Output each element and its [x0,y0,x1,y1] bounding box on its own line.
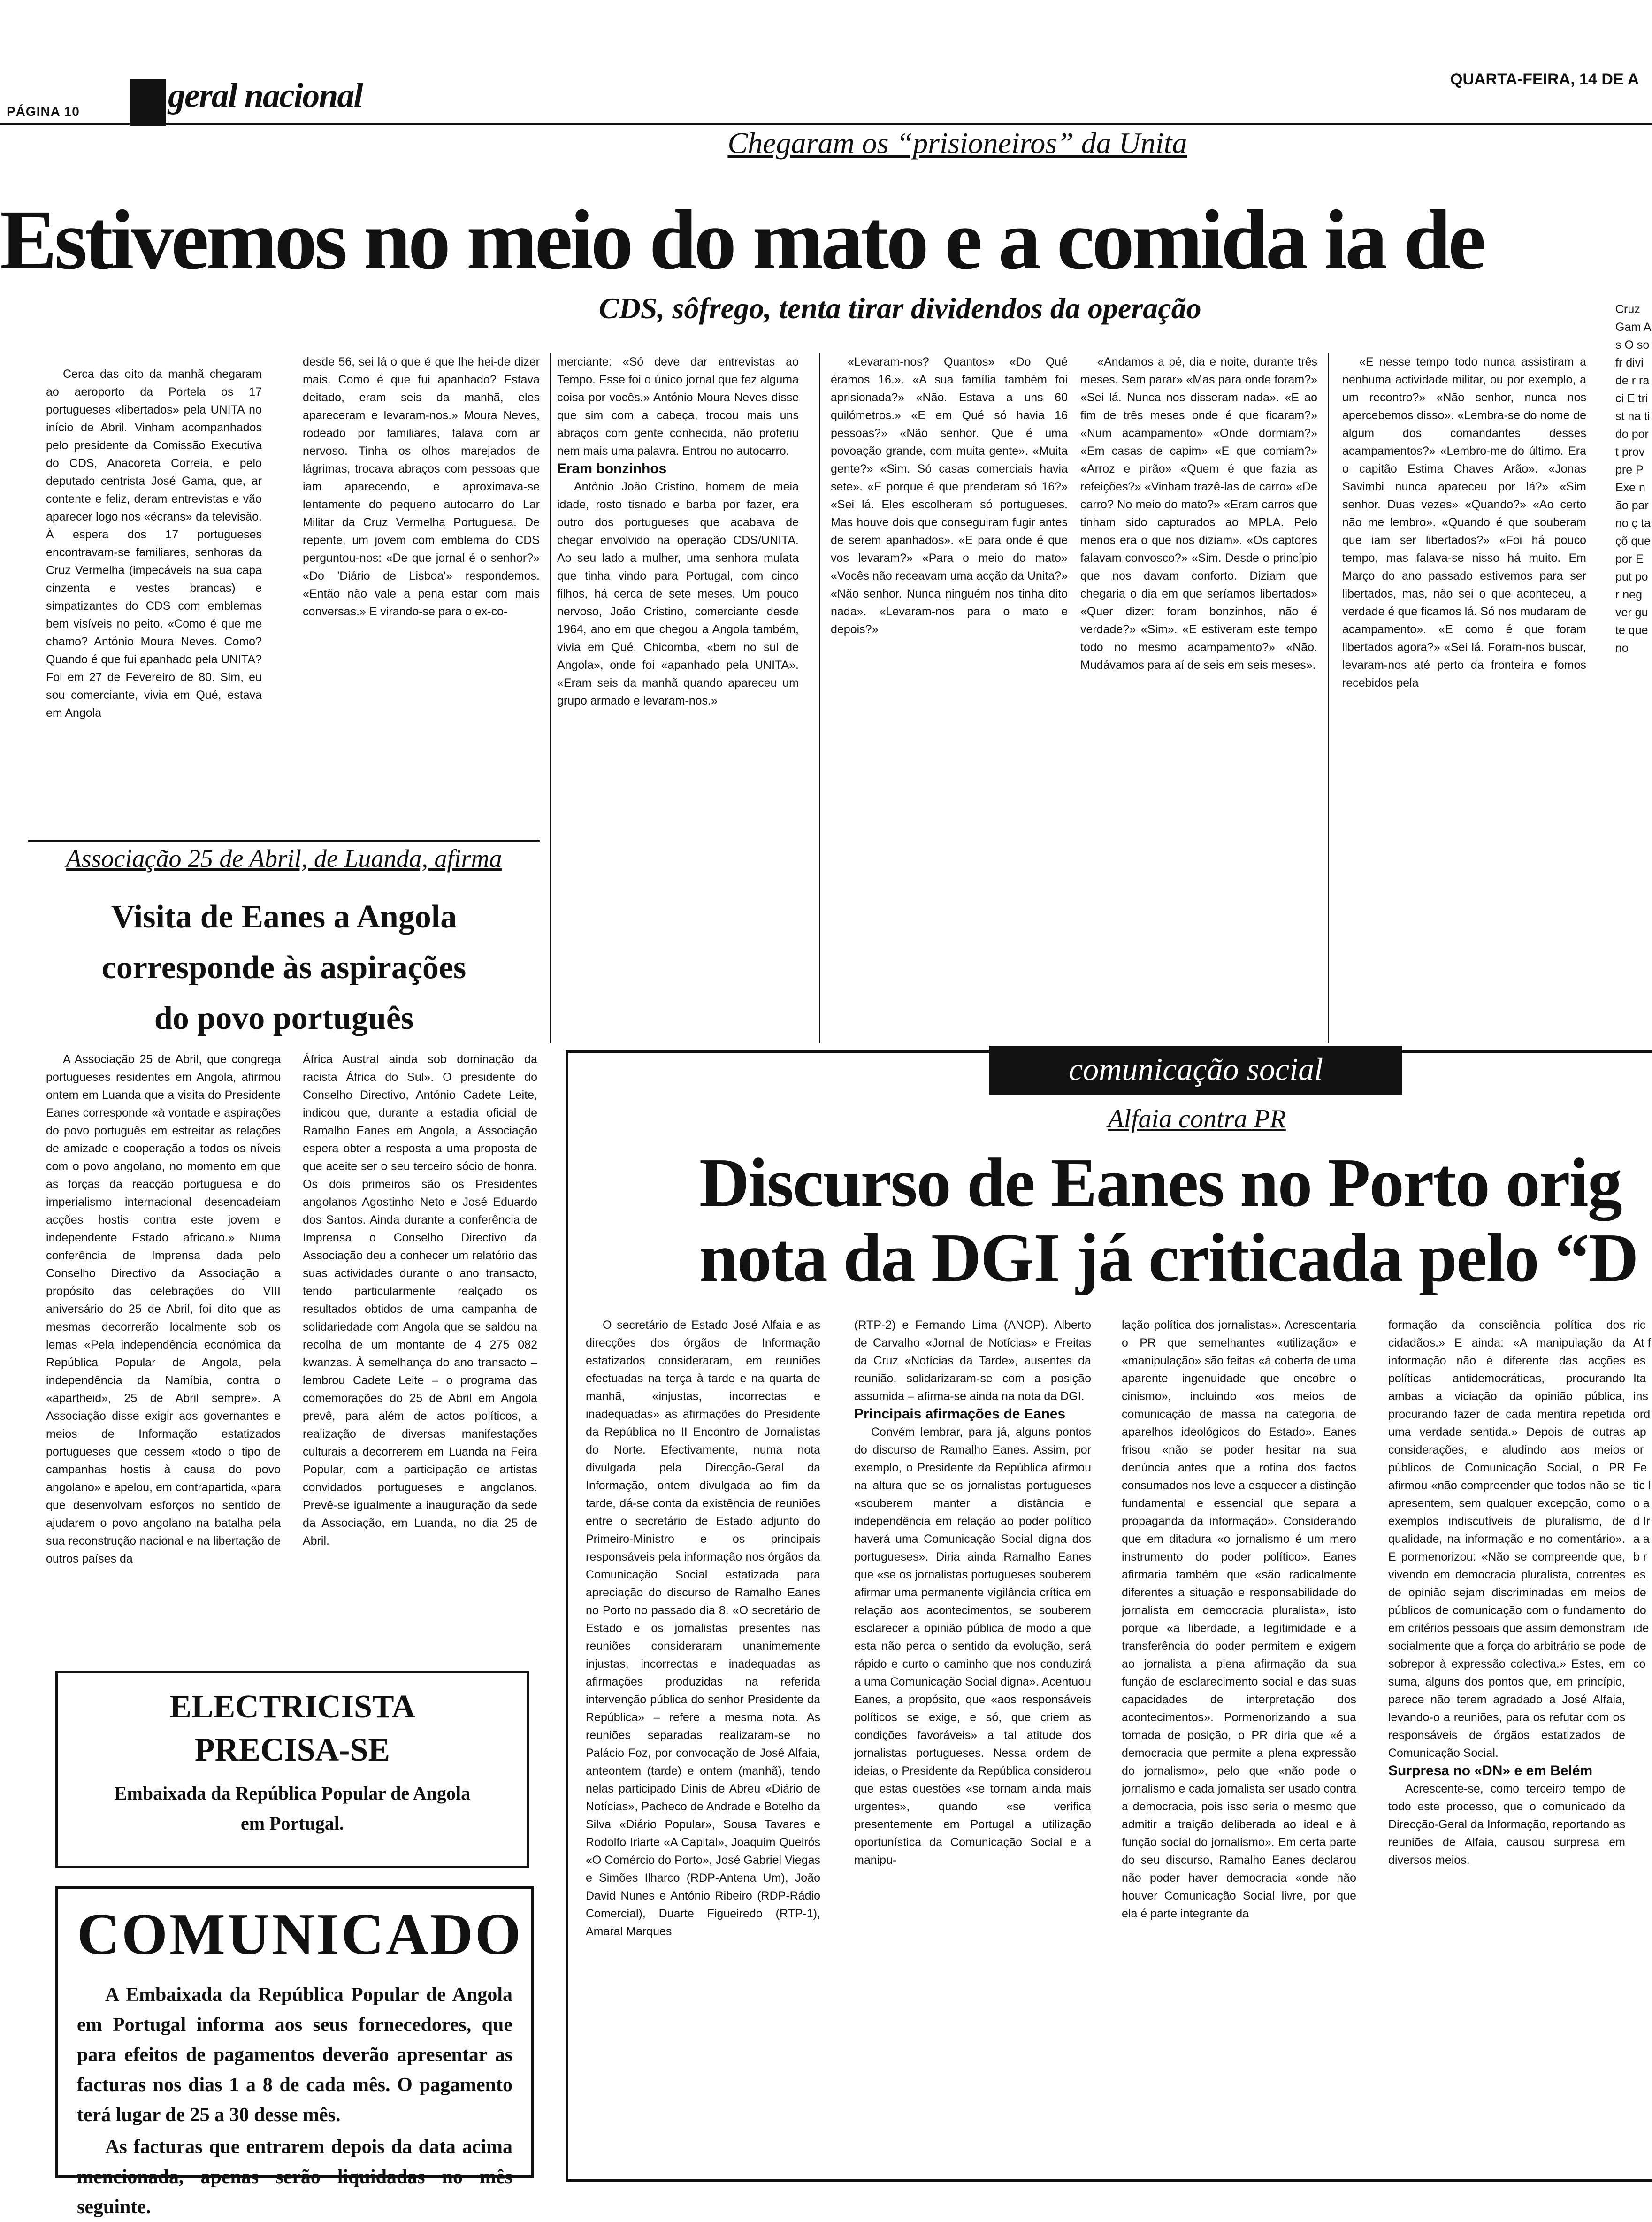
article2-top-rule [28,840,540,842]
article2-headline-line: corresponde às aspirações [101,950,467,986]
column-rule [1328,353,1329,1043]
advertisement-comunicado [55,1886,534,2218]
article1-column-6: «E nesse tempo todo nunca assistiram a nenhuma actividade militar, ou por exemplo, a um recontro?» «Não senhor, nunca nos apercebemos disso». «Lembra-se do nome de algum dos comandantes desses acampamentos?» «Lembro-me do último. Era o capitão Estima Chaves Arão». «Jonas Savimbi nunca apareceu por lá?» «Sim senhor. Duas vezes» «Quando?» «Ao certo não me lembro». «Quando é que souberam que iam ser libertados?» «Foi há pouco tempo, mas falava-se nisso há muito. Em Março do ano passado estivemos para ser libertados, mas, não sei o que aconteceu, a verdade é que ficamos lá. Só nos mudaram de acampamento». «E como é que foram libertados agora?» «Sei lá. Foram-nos buscar, levaram-nos até perto da fronteira e fomos recebidos pela [1342,355,1586,690]
article3-kicker: Alfaia contra PR [1108,1104,1286,1134]
section-logo [130,79,166,126]
article3-headline-line: Discurso de Eanes no Porto orig [699,1145,1621,1221]
page-number: PÁGINA 10 [7,104,80,119]
advertisement-electrician [55,1671,529,1868]
article1-headline: Estivemos no meio do mato e a comida ia de [0,193,1484,287]
article1-column-7: Cruz Gam A s O sofr divi de r raci E trist na tido port prov pre P Exe não par no ç taçõ que por E put por neg ver gu te que no [1615,303,1651,655]
article1-column-2: desde 56, sei lá o que é que lhe hei-de dizer mais. Como é que fui apanhado? Estava deitado, eram seis da manhã, eles apareceram e levaram-nos.» Moura Neves, rodeado por familiares, falava com ar nervoso. Tinha os olhos marejados de lágrimas, trocava abraços com pessoas que iam aparecendo, e aproximava-se lentamente do pequeno autocarro do Lar Militar da Cruz Vermelha Portuguesa. De repente, um jovem com emblema do CDS perguntou-nos: «De que jornal é o senhor?» «Do 'Diário de Lisboa'» respondemos. «Então não vale a pena estar com mais conversas.» E virando-se para o ex-co- [303,355,540,618]
issue-date: QUARTA-FEIRA, 14 DE A [1450,70,1639,88]
article2-headline [28,892,540,1044]
article3-column-4: formação da consciência política dos cidadãos.» E ainda: «A manipulação da informação não é diferente das acções políticas antidemocráticas, procurando ambas a viciação da opinião pública, procurando fazer de cada mentira repetida uma verdade sentida.» Depois de outras considerações, e aludindo aos meios públicos de Comunicação Social, o PR afirmou «não compreender que todos não se apresentem, sem qualquer excepção, como exemplos indiscutíveis de pluralismo, de qualidade, na informação e no comentário». E pormenorizou: «Não se compreende que, vivendo em democracia pluralista, correntes de opinião sejam discriminadas em meios públicos de comunicação com o fundamento em critérios pessoais que assim demonstram socialmente que a força do arbitrário se pode sobrepor à expressão colectiva.» Estes, em suma, alguns dos pontos que, em princípio, parece não terem agradado a José Alfaia, levando-o a reuniões, para os refutar com os responsáveis de órgãos estatizados de Comunicação Social. Surpresa no «DN» e em Belém Acrescente-se, como terceiro tempo de todo este processo, que o comunicado da Direcção-Geral da Informação, reportando as reuniões de Alfaia, causou surpresa em diversos meios. [1388,1318,1625,1867]
article1-subhead: CDS, sôfrego, tenta tirar dividendos da operação [599,291,1201,325]
article3-crosshead-2: Surpresa no «DN» e em Belém [1388,1763,1593,1778]
article3-column-2: (RTP-2) e Fernando Lima (ANOP). Alberto de Carvalho «Jornal de Notícias» e Freitas da Cruz «Notícias da Tarde», ausentes da reunião, solidarizaram-se com a posição assumida – afirma-se ainda na nota da DGI. Principais afirmações de Eanes Convém lembrar, para já, alguns pontos do discurso de Ramalho Eanes. Assim, por exemplo, o Presidente da República afirmou na altura que se os jornalistas portugueses «souberem manter a distância e independência em relação ao poder político haverá uma Comunicação Social digna dos portugueses». Diria ainda Ramalho Eanes que «se os jornalistas portugueses souberem afirmar uma permanente vigilância crítica em relação aos acontecimentos, se souberem esclarecer a opinião pública de modo a que esta não perca o sentido da evolução, será rápido e curto o caminho que nos conduzirá a uma Comunicação Social digna». Acentuou Eanes, a propósito, que «aos responsáveis políticos se exige, e só, que criem as condições favoráveis» a tal atitude dos jornalistas portugueses. Nessa ordem de ideias, o Presidente da República considerou que estas questões «se tornam ainda mais urgentes», quando «se verifica presentemente em Portugal a utilização oportunística da Comunicação Social e a manipu- [854,1318,1091,1867]
column-rule [819,353,820,1043]
article3-crosshead: Principais afirmações de Eanes [854,1406,1066,1422]
article1-kicker: Chegaram os “prisioneiros” da Unita [727,126,1187,160]
section-title: geral nacional [168,77,362,115]
article3-headline [699,1145,1652,1295]
section-banner [989,1046,1402,1095]
article3-column-3: lação política dos jornalistas». Acrescentaria o PR que semelhantes «utilização» e «manipulação» são feitas «à coberta de uma aparente ingenuidade que encobre o cinismo», incluindo «os meios de comunicação de massa na categoria de aparelhos ideológicos do Estado». Eanes frisou «não se poder hesitar na sua denúncia antes que a rotina dos factos consumados nos leve a esquecer a distinção fundamental e essencial que separa a propaganda da informação». Considerando que em ditadura «o jornalismo é um mero instrumento do poder político». Eanes afirmaria também que «são radicalmente diferentes a situação e responsabilidade do jornalista em democracia pluralista», isto porque «a liberdade, a legitimidade e a transferência do poder permitem e exigem ao jornalista a plena afirmação da sua função de esclarecimento social e das suas capacidades de interpretação dos acontecimentos». Pormenorizando a sua tomada de posição, o PR diria que «é a democracia que permite a plena expressão do jornalismo», pelo que «não pode o jornalismo e cada jornalista ser usado contra a democracia, pois isso seria o mesmo que admitir a traição deliberada ao ideal e à função social do jornalismo». Em certa parte do seu discurso, Ramalho Eanes declarou não poder haver democracia «onde não houver Comunicação Social livre, por que ela é parte integrante da [1122,1318,1356,1920]
comunicado-title: COMUNICADO [77,1902,523,1967]
article1-column-4: «Levaram-nos? Quantos» «Do Qué éramos 16.». «A sua família também foi aprisionada?» «Não. Estava a uns 60 quilómetros.» «E em Qué só havia 16 pessoas?» «Não senhor. Que é uma povoação grande, com muita gente». «Muita gente?» «Sim. Só casas comerciais havia sete». «E porque é que prenderam só 16?» «Sei lá. Eles escolheram só portugueses. Mas houve dois que conseguiram fugir antes de serem apanhados». «E para onde é que vos levaram?» «Para o meio do mato» «Vocês não receavam uma acção da Unita?» «Não senhor. Nunca ninguém nos tinha dito nada». «Levaram-nos para o mato e depois?» [831,355,1068,636]
section-banner-label: comunicação social [1069,1051,1323,1087]
article3-headline-line: nota da DGI já criticada pelo “D [699,1219,1638,1295]
article3-column-5: ric At fes Ita ins ord ap or Fe tic lo a d Ira ab res de do ide de co [1633,1318,1651,1670]
article2-headline-line: do povo português [154,1000,414,1036]
ad-title-line: ELECTRICISTA [169,1689,415,1725]
article2-kicker: Associação 25 de Abril, de Luanda, afirma [66,844,502,873]
ad-body-line: Embaixada da República Popular de Angola [114,1783,471,1804]
article2-headline-line: Visita de Eanes a Angola [111,899,457,935]
column-rule [550,353,551,1043]
article1-column-1: Cerca das oito da manhã chegaram ao aeroporto da Portela os 17 portugueses «libertados» pela UNITA no início de Abril. Vinham acompanhados pelo presidente da Comissão Executiva do CDS, Anacoreta Correia, e pelo deputado centrista José Gama, que, ar contente e feliz, deram entrevistas e vão aparecer logo nos «écrans» da televisão. À espera dos 17 portugueses encontravam-se familiares, senhoras da Cruz Vermelha (impecáveis na sua capa cinzenta e vestes brancas) e simpatizantes do CDS com emblemas bem visíveis no peito. «Como é que me chamo? António Moura Neves. Como? Quando é que fui apanhado pela UNITA? Foi em 27 de Fevereiro de 80. Sim, eu sou comerciante, vivia em Qué, estava em Angola [46,368,262,720]
comunicado-body-2: As facturas que entrarem depois da data acima mencionada, apenas serão liquidadas no mês seguinte. [77,2136,512,2218]
article3-column-1: O secretário de Estado José Alfaia e as direcções dos órgãos de Informação estatizados consideraram, em reuniões efectuadas na terça à tarde e na quarta de manhã, «injustas, incorrectas e inadequadas» as afirmações do Presidente da República no II Encontro de Jornalistas do Norte. Efectivamente, numa nota divulgada pela Direcção-Geral da Informação, ontem divulgada ao fim da tarde, dá-se conta da existência de reuniões entre o secretário de Estado adjunto do Primeiro-Ministro e os principais responsáveis pela informação nos órgãos da Comunicação Social estatizada para apreciação do discurso de Ramalho Eanes no Porto no passado dia 8. «O secretário de Estado e os jornalistas presentes nas reuniões consideraram unanimemente injustas, incorrectas e inadequadas as afirmações produzidas na referida intervenção pública do senhor Presidente da República» – refere a mesma nota. As reuniões separadas realizaram-se no Palácio Foz, por convocação de José Alfaia, anteontem (tarde) e ontem (manhã), tendo nelas participado Dinis de Abreu «Diário de Notícias», Pacheco de Andrade e Botelho da Silva «Diário Popular», Sousa Tavares e Rodolfo Iriarte «A Capital», Joaquim Queirós «O Comércio do Porto», José Gabriel Viegas e Simões Ilharco (RDP-Antena Um), João David Nunes e António Ribeiro (RDP-Rádio Comercial), Duarte Figueiredo (RTP-1), Amaral Marques [586,1318,820,1938]
article1-crosshead: Eram bonzinhos [557,461,667,476]
article1-column-3: merciante: «Só deve dar entrevistas ao Tempo. Esse foi o único jornal que fez alguma coisa por vocês.» António Moura Neves disse que sim com a cabeça, trocou mais uns abraços com gente conhecida, não proferiu nem mais uma palavra. Entrou no autocarro. Eram bonzinhos António João Cristino, homem de meia idade, rosto tisnado e barba por fazer, era outro dos portugueses que acabava de chegar envolvido na operação CDS/UNITA. Ao seu lado a mulher, uma senhora mulata que tinha vindo para Portugal, com cinco filhos, há cerca de sete meses. Um pouco nervoso, João Cristino, comerciante desde 1964, ano em que chegou a Angola também, vivia em Qué, Chicomba, «bem no sul de Angola», onde foi «apanhado pela UNITA». «Eram seis da manhã quando apareceu um grupo armado e levaram-nos.» [557,355,799,707]
article2-column-1: A Associação 25 de Abril, que congrega portugueses residentes em Angola, afirmou ontem em Luanda que a visita do Presidente Eanes corresponde «à vontade e aspirações do povo português em estreitar as relações de amizade e cooperação a todos os níveis com o povo angolano, no momento em que as forças da reacção portuguesa e do imperialismo internacional desencadeiam acções hostis contra este jovem e independente Estado africano.» Numa conferência de Imprensa dada pelo Conselho Directivo da Associação a propósito das celebrações do VIII aniversário do 25 de Abril, foi dito que as mesmas decorrerão localmente sob os lemas «Pela independência económica da República Popular de Angola, pela independência da Namíbia, contra o «apartheid», 25 de Abril sempre». A Associação disse exigir aos governantes e meios de Informação estatizados portugueses que cessem «todo o tipo de campanhas hostis à causa do povo angolano» e apelou, em contrapartida, «para que desenvolvam esforços no sentido de ajudarem o povo angolano na batalha pela sua reconstrução nacional e na libertação de outros países da [46,1053,281,1565]
article2-column-2: África Austral ainda sob dominação da racista África do Sul». O presidente do Conselho Directivo, António Cadete Leite, indicou que, durante a estadia oficial de Ramalho Eanes em Angola, a Associação espera obter a resposta a uma proposta de que aceite ser o seu terceiro sócio de honra. Os dois primeiros são os Presidentes angolanos Agostinho Neto e José Eduardo dos Santos. Ainda durante a conferência de Imprensa o Conselho Directivo da Associação deu a conhecer um relatório das suas actividades durante o ano transacto, tendo particularmente realçado os resultados obtidos de uma campanha de solidariedade com Angola que se saldou na recolha de um montante de 4 275 082 kwanzas. À semelhança do ano transacto – lembrou Cadete Leite – o programa das comemorações do 25 de Abril em Angola prevê, para além de actos políticos, a realização de diversas manifestações culturais a decorrerem em Luanda na Feira Popular, com a participação de artistas convidados portugueses e angolanos. Prevê-se igualmente a inauguração da sede da Associação, em Luanda, no dia 25 de Abril. [303,1053,537,1548]
ad-body-line: em Portugal. [241,1813,344,1834]
comunicado-body: A Embaixada da República Popular de Angola em Portugal informa aos seus fornecedores, que para efeitos de pagamentos deverão apresentar as facturas nos dias 1 a 8 de cada mês. O pagamento terá lugar de 25 a 30 desse mês. [77,1984,512,2126]
article1-column-5: «Andamos a pé, dia e noite, durante três meses. Sem parar» «Mas para onde foram?» «Sei lá. Nunca nos disseram nada». «E ao fim de três meses onde é que ficaram?» «Num acampamento» «Onde dormiam?» «Em casas de capim» «E que comiam?» «Arroz e pirão» «Quem é que fazia as refeições?» «Vinham trazê-las de carro» «De carro? No meio do mato?» «Eram carros que tinham sido capturados ao MPLA. Pelo menos era o que nos diziam». «Os captores falavam convosco?» «Sim. Desde o princípio que nos davam conforto. Diziam que chegaria o dia em que seríamos libertados» «Quer dizer: foram bonzinhos, não é verdade?» «Sim». «E estiveram este tempo todo no mesmo acampamento?» «Não. Mudávamos para aí de seis em seis meses». [1080,355,1317,672]
header-rule [0,123,1652,125]
ad-title-line: PRECISA-SE [194,1732,390,1768]
